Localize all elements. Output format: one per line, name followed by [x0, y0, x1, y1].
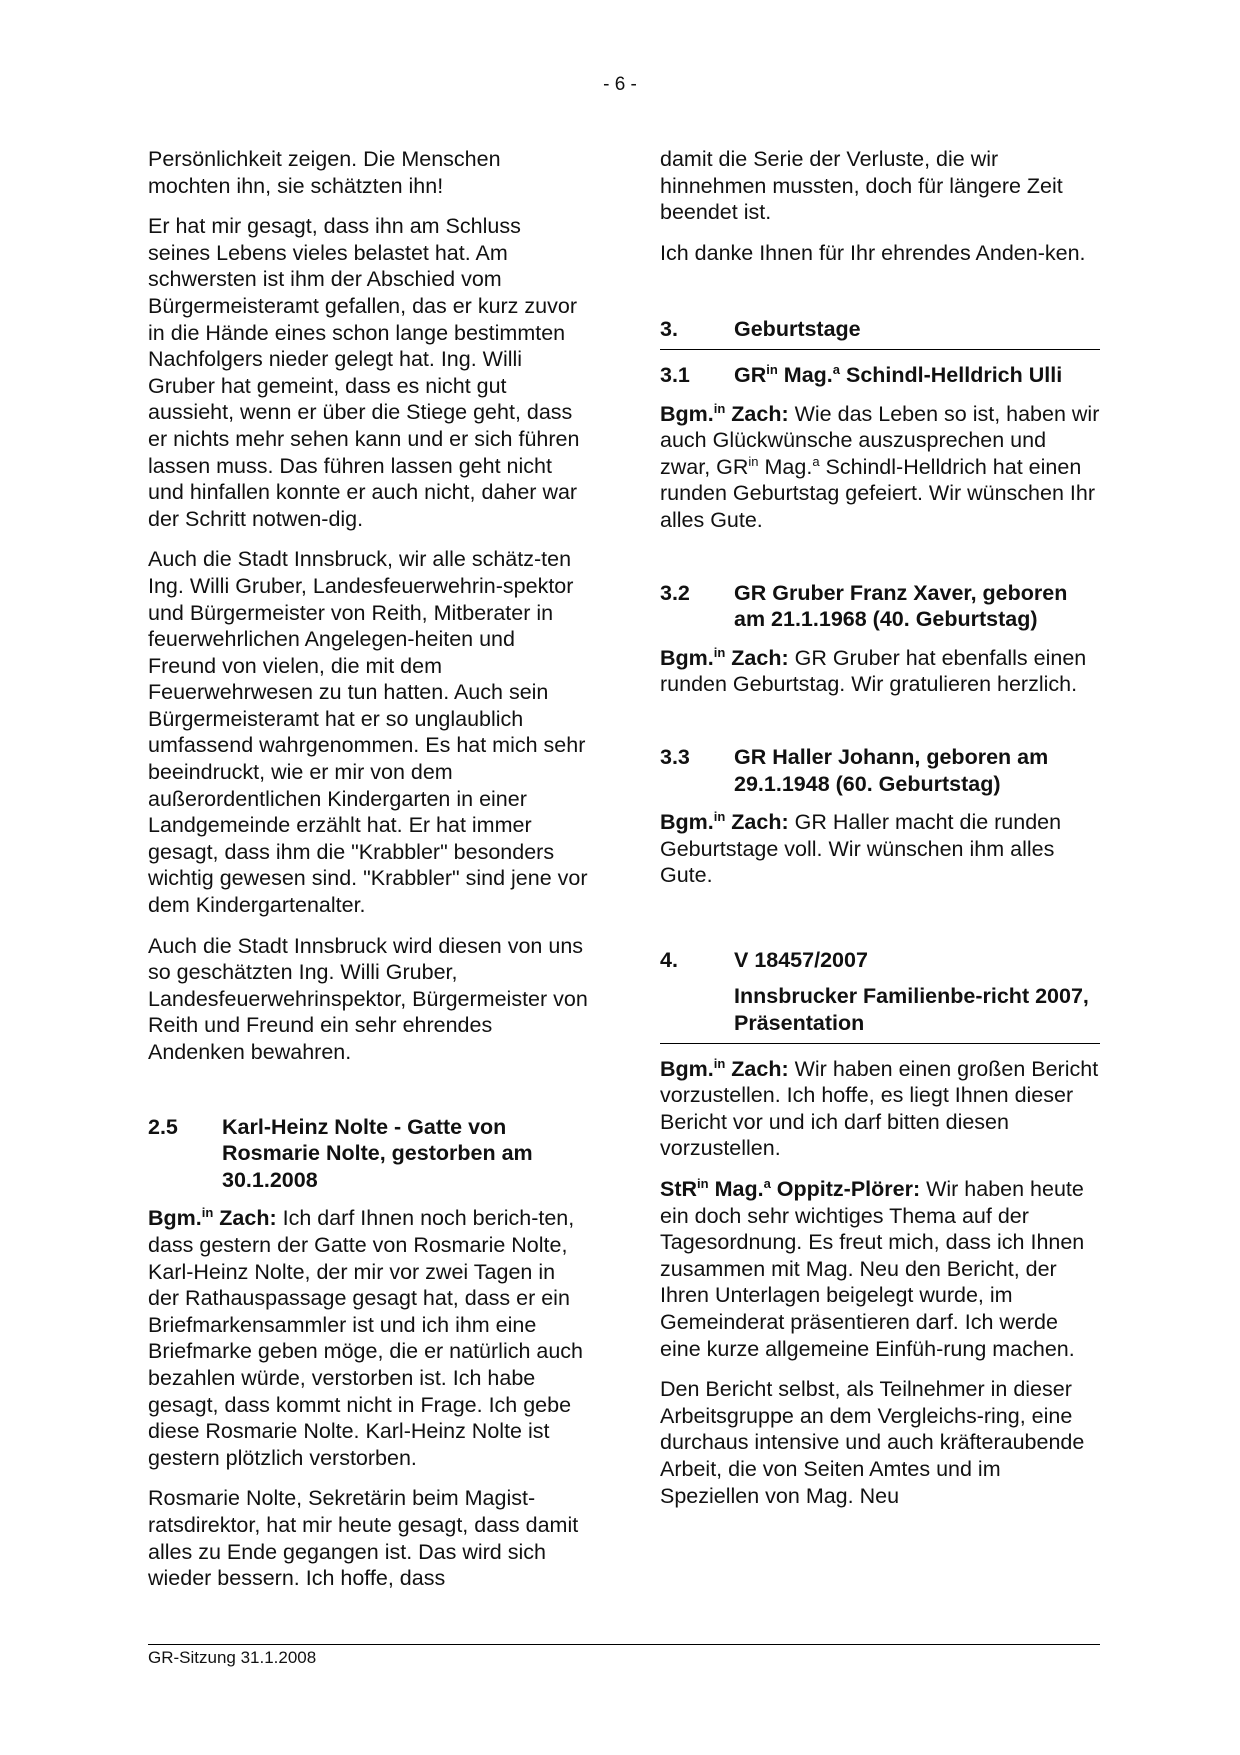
speech-paragraph: Bgm.$^{in}$ Zach: Wir haben einen großen Bericht vorzustellen. Ich hoffe, es liegt Ihnen dieser Bericht vor und ich darf bitten diesen vorzustellen.	[660, 1055, 1099, 1161]
speaker-label: Bgm.$^{in}$ Zach:	[660, 808, 789, 835]
section-heading-3	[660, 316, 1100, 350]
footer-divider	[148, 1644, 1100, 1645]
paragraph: Er hat mir gesagt, dass ihn am Schluss seines Lebens vieles belastet hat. Am schwersten ist ihm der Abschied vom Bürgermeisteramt gefallen, das er kurz zuvor in die Hände eines schon lange bestimmten Nachfolgers nieder gelegt hat. Ing. Willi Gruber hat gemeint, dass es nicht gut aussieht, wenn er über die Stiege geht, dass er nichts mehr sehen kann und er sich führen lassen muss. Das führen lassen geht nicht und hinfallen konnte er auch nicht, daher war der Schritt notwen-dig.	[148, 214, 580, 531]
speaker-label: Bgm.$^{in}$ Zach:	[660, 644, 789, 670]
section-heading-4	[660, 947, 1100, 974]
speaker-label: Bgm.$^{in}$ Zach:	[148, 1205, 277, 1231]
speech-paragraph: Bgm.$^{in}$ Zach: GR Haller macht die runden Geburtstage voll. Wir wünschen ihm alles Gute.	[660, 808, 1062, 888]
paragraph: Persönlichkeit zeigen. Die Menschen mochten ihn, sie schätzten ihn!	[148, 147, 501, 198]
section-number: 3.2	[660, 580, 690, 605]
section-heading-3-2	[660, 580, 1100, 633]
section-title: Karl-Heinz Nolte - Gatte von Rosmarie Nolte, gestorben am 30.1.2008	[222, 1114, 533, 1192]
footer-text: GR-Sitzung 31.1.2008	[148, 1648, 317, 1667]
section-title: Geburtstage	[734, 317, 861, 342]
paragraph: Auch die Stadt Innsbruck wird diesen von uns so geschätzten Ing. Willi Gruber, Landesfeuerwehrinspektor, Bürgermeister von Reith und Freund ein sehr ehrendes Andenken bewahren.	[148, 933, 588, 1064]
section-subtitle: Innsbrucker Familienbe-richt 2007, Präsentation	[734, 984, 1089, 1036]
section-heading-2-5	[148, 1114, 588, 1194]
section-title: V 18457/2007	[734, 947, 868, 972]
section-heading-3-3	[660, 744, 1100, 797]
speaker-label: StR$^{in}$ Mag.$^a$ Oppitz-Plörer:	[660, 1175, 921, 1202]
speaker-label: Bgm.$^{in}$ Zach:	[660, 400, 789, 426]
section-number: 2.5	[148, 1114, 178, 1139]
section-title: $GR^{in}$ Mag.$^a$ Schindl-Helldrich Ulli	[734, 361, 1063, 387]
section-number: 3.	[660, 317, 678, 342]
paragraph: Rosmarie Nolte, Sekretärin beim Magist-ratsdirektor, hat mir heute gesagt, dass damit alles zu Ende gegangen ist. Das wird sich wieder bessern. Ich hoffe, dass	[148, 1486, 579, 1591]
speech-paragraph: Bgm.$^{in}$ Zach: GR Gruber hat ebenfalls einen runden Geburtstag. Wir gratulieren herzlich.	[660, 644, 1087, 697]
section-title: GR Gruber Franz Xaver, geboren am 21.1.1968 (40. Geburtstag)	[734, 580, 1068, 632]
paragraph: Ich danke Ihnen für Ihr ehrendes Anden-ken.	[660, 240, 1086, 265]
speech-paragraph: Bgm.$^{in}$ Zach: Wie das Leben so ist, haben wir auch Glückwünsche auszusprechen und zwar, $GR^{in}$ Mag.$^a$ Schindl-Helldrich hat einen runden Geburtstag gefeiert. Wir wünschen Ihr alles Gute.	[660, 400, 1100, 532]
right-column	[660, 146, 1100, 1523]
section-number: 3.1	[660, 362, 690, 387]
section-number: 3.3	[660, 744, 690, 769]
section-subtitle-block	[660, 983, 1100, 1043]
section-title: GR Haller Johann, geboren am 29.1.1948 (60. Geburtstag)	[734, 744, 1049, 796]
section-number: 4.	[660, 947, 678, 972]
speaker-label: Bgm.$^{in}$ Zach:	[660, 1055, 789, 1081]
paragraph: Den Bericht selbst, als Teilnehmer in dieser Arbeitsgruppe an dem Vergleichs-ring, eine durchaus intensive und auch kräfteraubende Arbeit, die von Seiten Amtes und im Speziellen von Mag. Neu	[660, 1377, 1085, 1508]
speech-paragraph: Bgm.$^{in}$ Zach: Ich darf Ihnen noch berich-ten, dass gestern der Gatte von Rosmarie Nolte, Karl-Heinz Nolte, der mir vor zwei Tagen in der Rathauspassage gesagt hat, dass er ein Briefmarkensammler ist und ich ihm eine Briefmarke geben möge, die er natürlich auch bezahlen würde, verstorben ist. Ich habe gesagt, dass kommt nicht in Frage. Ich gebe diese Rosmarie Nolte. Karl-Heinz Nolte ist gestern plötzlich verstorben.	[148, 1205, 584, 1470]
paragraph: Auch die Stadt Innsbruck, wir alle schätz-ten Ing. Willi Gruber, Landesfeuerwehrin-spektor und Bürgermeister von Reith, Mitberater in feuerwehrlichen Angelegen-heiten und Freund von vielen, die mit dem Feuerwehrwesen zu tun hatten. Auch sein Bürgermeisteramt hat er so unglaublich umfassend wahrgenommen. Es hat mich sehr beeindruckt, wie er mir von dem außerordentlichen Kindergarten in einer Landgemeinde erzählt hat. Er hat immer gesagt, dass ihm die "Krabbler" besonders wichtig gewesen sind. "Krabbler" sind jene vor dem Kindergartenalter.	[148, 547, 588, 918]
section-heading-3-1	[660, 362, 1100, 389]
paragraph: damit die Serie der Verluste, die wir hinnehmen mussten, doch für längere Zeit beendet ist.	[660, 147, 1063, 225]
speech-paragraph: StR$^{in}$ Mag.$^a$ Oppitz-Plörer: Wir haben heute ein doch sehr wichtiges Thema auf der Tagesordnung. Es freut mich, dass ich Ihnen zusammen mit Mag. Neu den Bericht, der Ihren Unterlagen beigelegt wurde, im Gemeinderat präsentieren darf. Ich werde eine kurze allgemeine Einfüh-rung machen.	[660, 1175, 1085, 1361]
page-number: - 6 -	[603, 74, 637, 95]
left-column	[148, 146, 588, 1606]
